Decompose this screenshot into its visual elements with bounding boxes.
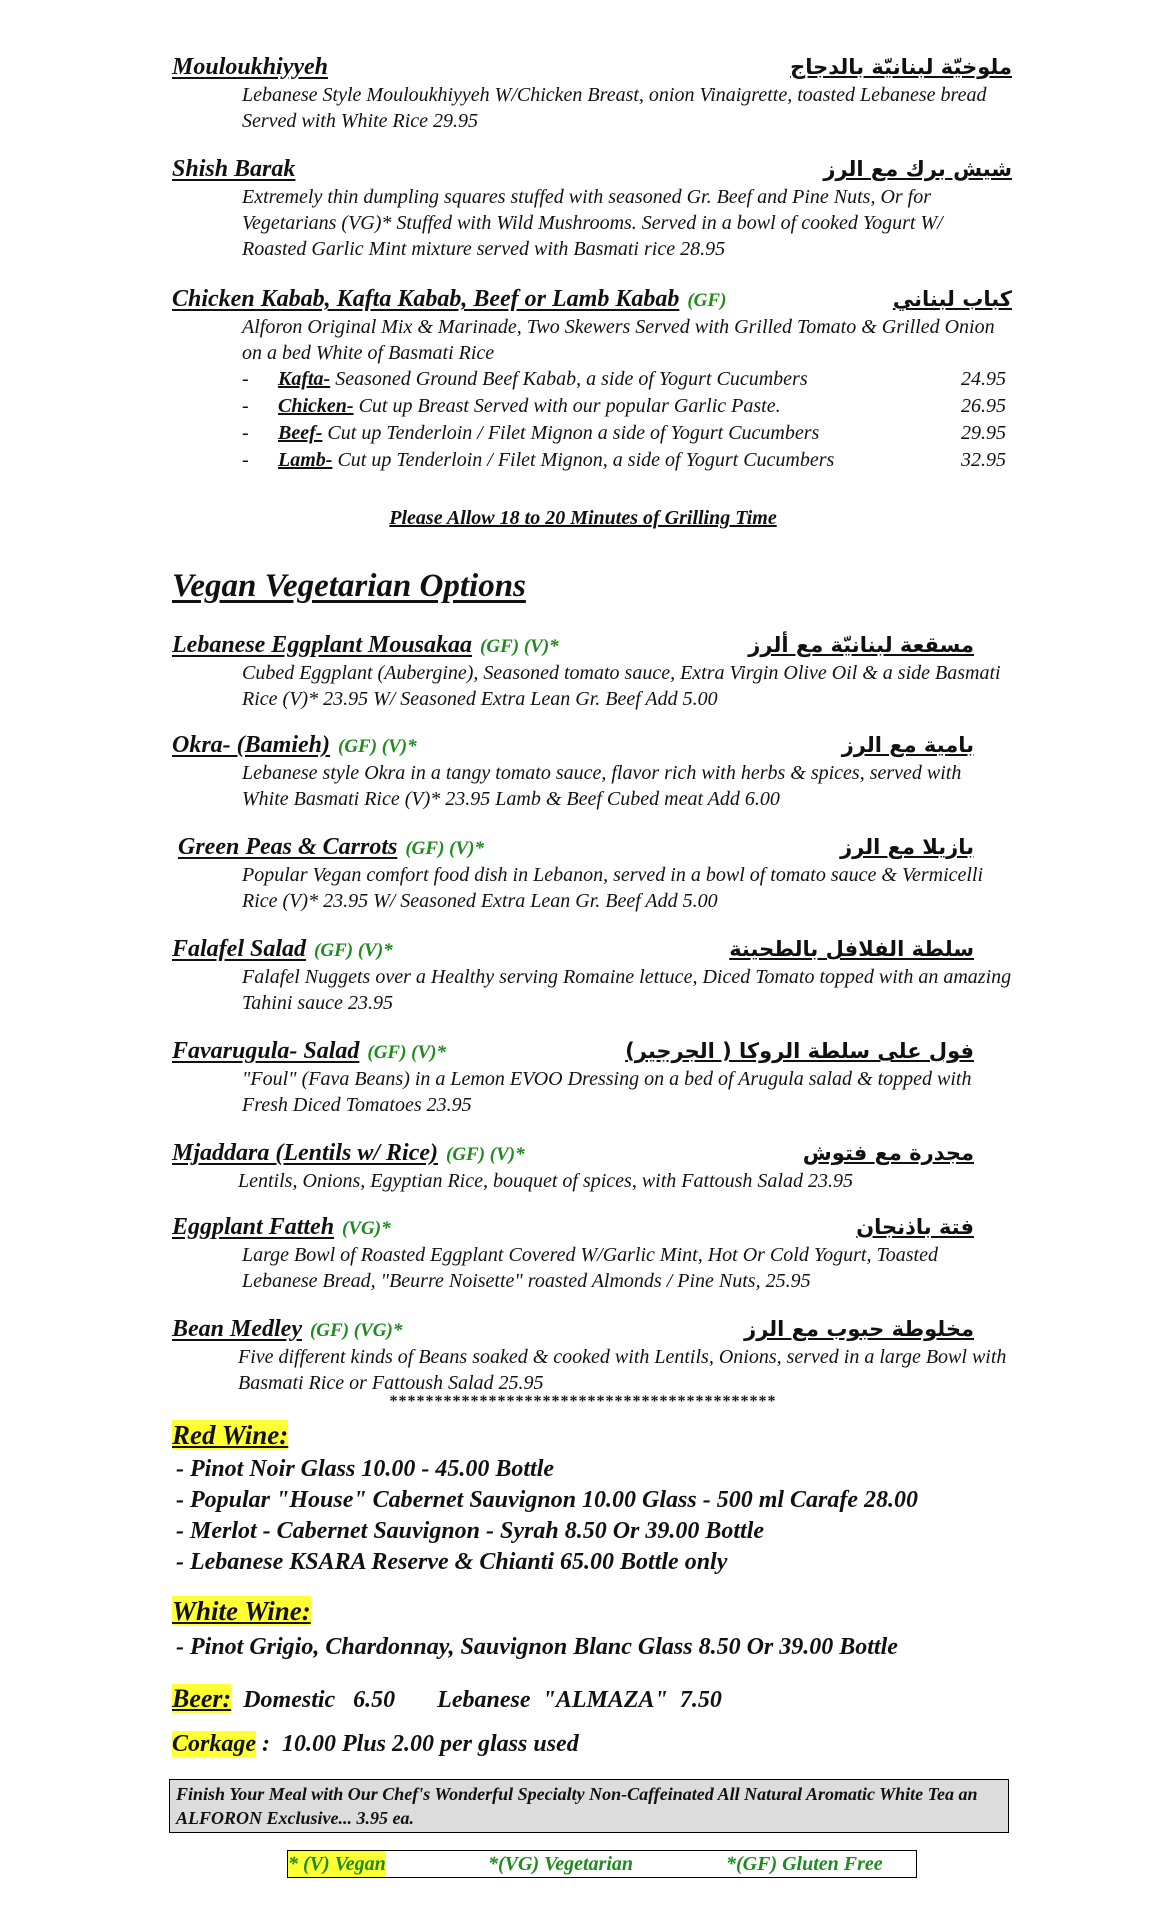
red-wine-line: - Lebanese KSARA Reserve & Chianti 65.00 Bottle only (176, 1549, 728, 1575)
item-description: Lebanese Style Mouloukhiyyeh W/Chicken Breast, onion Vinaigrette, toasted Lebanese bread Served with White Rice 29.95 (242, 84, 987, 132)
item-arabic-name: مسقعة لبنانيّة مع ألرز (748, 633, 974, 657)
item-tags: (GF) (687, 290, 727, 311)
option-text: Seasoned Ground Beef Kabab, a side of Yogurt Cucumbers (330, 368, 808, 390)
option-label: Chicken- (278, 395, 354, 417)
beer-prices: Domestic 6.50 Lebanese "ALMAZA" 7.50 (231, 1687, 722, 1713)
item-arabic-name: بامية مع الرز (841, 733, 974, 757)
menu-item-mousakaa (172, 630, 1012, 712)
corkage-text: : 10.00 Plus 2.00 per glass used (256, 1731, 579, 1757)
kabab-option: - Kafta- Seasoned Ground Beef Kabab, a side of Yogurt Cucumbers 24.95 (242, 366, 1012, 393)
item-arabic-name: شيش برك مع الرز (823, 157, 1012, 181)
option-text: Cut up Tenderloin / Filet Mignon, a side of Yogurt Cucumbers (332, 449, 835, 471)
white-wine-title: White Wine: (172, 1596, 311, 1626)
item-tags: (GF) (V)* (314, 940, 393, 961)
item-arabic-name: فول على سلطة الروكا ( الجرجير) (625, 1039, 974, 1063)
item-tags: (VG)* (342, 1218, 391, 1239)
legend-vegan: * (V) Vegan (288, 1853, 386, 1875)
item-description: Lentils, Onions, Egyptian Rice, bouquet of spices, with Fattoush Salad 23.95 (238, 1170, 853, 1192)
item-name: Bean Medley (172, 1316, 302, 1342)
corkage-title: Corkage (172, 1731, 256, 1757)
menu-item-favarugula (172, 1036, 1012, 1118)
white-wine-line: - Pinot Grigio, Chardonnay, Sauvignon Blanc Glass 8.50 Or 39.00 Bottle (176, 1634, 898, 1660)
item-arabic-name: فتة باذنجان (856, 1215, 974, 1239)
option-price: 32.95 (961, 449, 1006, 471)
menu-item-bean-medley (172, 1314, 1012, 1396)
item-name: Okra- (Bamieh) (172, 732, 330, 758)
menu-item-shish-barak (172, 154, 1012, 262)
red-wine-line: - Pinot Noir Glass 10.00 - 45.00 Bottle (176, 1456, 555, 1482)
menu-item-falafel-salad (172, 934, 1012, 1016)
item-arabic-name: ملوخيّة لبنانيّة بالدجاج (790, 55, 1012, 79)
diet-legend (287, 1850, 917, 1878)
item-description: Cubed Eggplant (Aubergine), Seasoned tomato sauce, Extra Virgin Olive Oil & a side Basmati Rice (V)* 23.95 W/ Seasoned Extra Lean Gr. Beef Add 5.00 (242, 662, 1001, 710)
item-name: Shish Barak (172, 156, 296, 182)
grilling-time-note: Please Allow 18 to 20 Minutes of Grilling Time (389, 507, 777, 529)
menu-item-mjaddara (172, 1138, 1012, 1194)
item-arabic-name: مجدرة مع فتوش (802, 1141, 974, 1165)
menu-item-green-peas (178, 832, 1018, 914)
item-description: "Foul" (Fava Beans) in a Lemon EVOO Dressing on a bed of Arugula salad & topped with Fresh Diced Tomatoes 23.95 (242, 1068, 972, 1116)
beer-title: Beer: (172, 1684, 232, 1713)
item-description: Falafel Nuggets over a Healthy serving Romaine lettuce, Diced Tomato topped with an amazing Tahini sauce 23.95 (242, 966, 1012, 1014)
item-tags: (GF) (V)* (338, 736, 417, 757)
legend-gluten-free: *(GF) Gluten Free (726, 1853, 883, 1875)
legend-vegetarian: *(VG) Vegetarian (488, 1853, 633, 1875)
item-name: Green Peas & Carrots (178, 834, 398, 860)
kabab-option: - Lamb- Cut up Tenderloin / Filet Mignon, a side of Yogurt Cucumbers 32.95 (242, 447, 1012, 474)
item-name: Falafel Salad (172, 936, 307, 962)
option-text: Cut up Breast Served with our popular Garlic Paste. (353, 395, 781, 417)
item-tags: (GF) (V)* (480, 636, 559, 657)
item-description: Alforon Original Mix & Marinade, Two Skewers Served with Grilled Tomato & Grilled Onion on a bed White of Basmati Rice (242, 316, 995, 364)
option-price: 26.95 (961, 395, 1006, 417)
item-description: Extremely thin dumpling squares stuffed with seasoned Gr. Beef and Pine Nuts, Or for Vegetarians (VG)* Stuffed with Wild Mushrooms. Served in a bowl of cooked Yogurt W/ Roasted Garlic Mint mixture served with Basmati rice 28.95 (242, 186, 943, 260)
item-name: Lebanese Eggplant Mousakaa (172, 632, 473, 658)
corkage-line (172, 1729, 579, 1760)
red-wine-line: - Popular "House" Cabernet Sauvignon 10.00 Glass - 500 ml Carafe 28.00 (176, 1487, 919, 1513)
item-description: Large Bowl of Roasted Eggplant Covered W/Garlic Mint, Hot Or Cold Yogurt, Toasted Lebanese Bread, "Beurre Noisette" roasted Almonds / Pine Nuts, 25.95 (242, 1244, 938, 1292)
menu-item-okra (172, 730, 1012, 812)
option-label: Kafta- (278, 368, 331, 390)
item-description: Five different kinds of Beans soaked & cooked with Lentils, Onions, served in a large Bowl with Basmati Rice or Fattoush Salad 25.95 (238, 1346, 1007, 1394)
red-wine-title: Red Wine: (172, 1420, 289, 1450)
option-label: Beef- (278, 422, 323, 444)
option-label: Lamb- (278, 449, 333, 471)
item-name: Mouloukhiyyeh (172, 54, 329, 80)
item-tags: (GF) (V)* (405, 838, 484, 859)
item-description: Popular Vegan comfort food dish in Lebanon, served in a bowl of tomato sauce & Vermicelli Rice (V)* 23.95 W/ Seasoned Extra Lean Gr. Beef Add 5.00 (242, 864, 984, 912)
separator-stars: ******************************************* (389, 1393, 777, 1410)
menu-item-kabab (172, 284, 1012, 474)
menu-item-mouloukhiyyeh (172, 52, 1012, 134)
item-tags: (GF) (VG)* (309, 1320, 403, 1341)
item-arabic-name: مخلوطة حبوب مع الرز (744, 1317, 974, 1341)
kabab-option: - Beef- Cut up Tenderloin / Filet Mignon a side of Yogurt Cucumbers 29.95 (242, 420, 1012, 447)
item-arabic-name: سلطة الفلافل بالطحينة (729, 937, 974, 961)
item-tags: (GF) (V)* (446, 1144, 525, 1165)
item-tags: (GF) (V)* (367, 1042, 447, 1063)
item-name: Favarugula- Salad (172, 1038, 360, 1064)
red-wine-line: - Merlot - Cabernet Sauvignon - Syrah 8.50 Or 39.00 Bottle (176, 1518, 765, 1544)
beer-line (172, 1683, 722, 1716)
section-title: Vegan Vegetarian Options (172, 568, 526, 604)
menu-item-eggplant-fatteh (172, 1212, 1012, 1294)
white-tea-note: Finish Your Meal with Our Chef's Wonderful Specialty Non-Caffeinated All Natural Aromatic White Tea an ALFORON Exclusive... 3.95 ea. (169, 1779, 1009, 1833)
item-arabic-name: بازيلا مع الرز (840, 835, 974, 859)
option-price: 29.95 (961, 422, 1006, 444)
item-name: Eggplant Fatteh (172, 1214, 335, 1240)
option-text: Cut up Tenderloin / Filet Mignon a side of Yogurt Cucumbers (322, 422, 820, 444)
option-price: 24.95 (961, 368, 1006, 390)
item-arabic-name: كباب لبناني (892, 287, 1012, 311)
item-name: Mjaddara (Lentils w/ Rice) (172, 1140, 438, 1166)
kabab-option: - Chicken- Cut up Breast Served with our popular Garlic Paste. 26.95 (242, 393, 1012, 420)
item-name: Chicken Kabab, Kafta Kabab, Beef or Lamb Kabab (172, 286, 680, 312)
item-description: Lebanese style Okra in a tangy tomato sauce, flavor rich with herbs & spices, served with White Basmati Rice (V)* 23.95 Lamb & Beef Cubed meat Add 6.00 (242, 762, 962, 810)
